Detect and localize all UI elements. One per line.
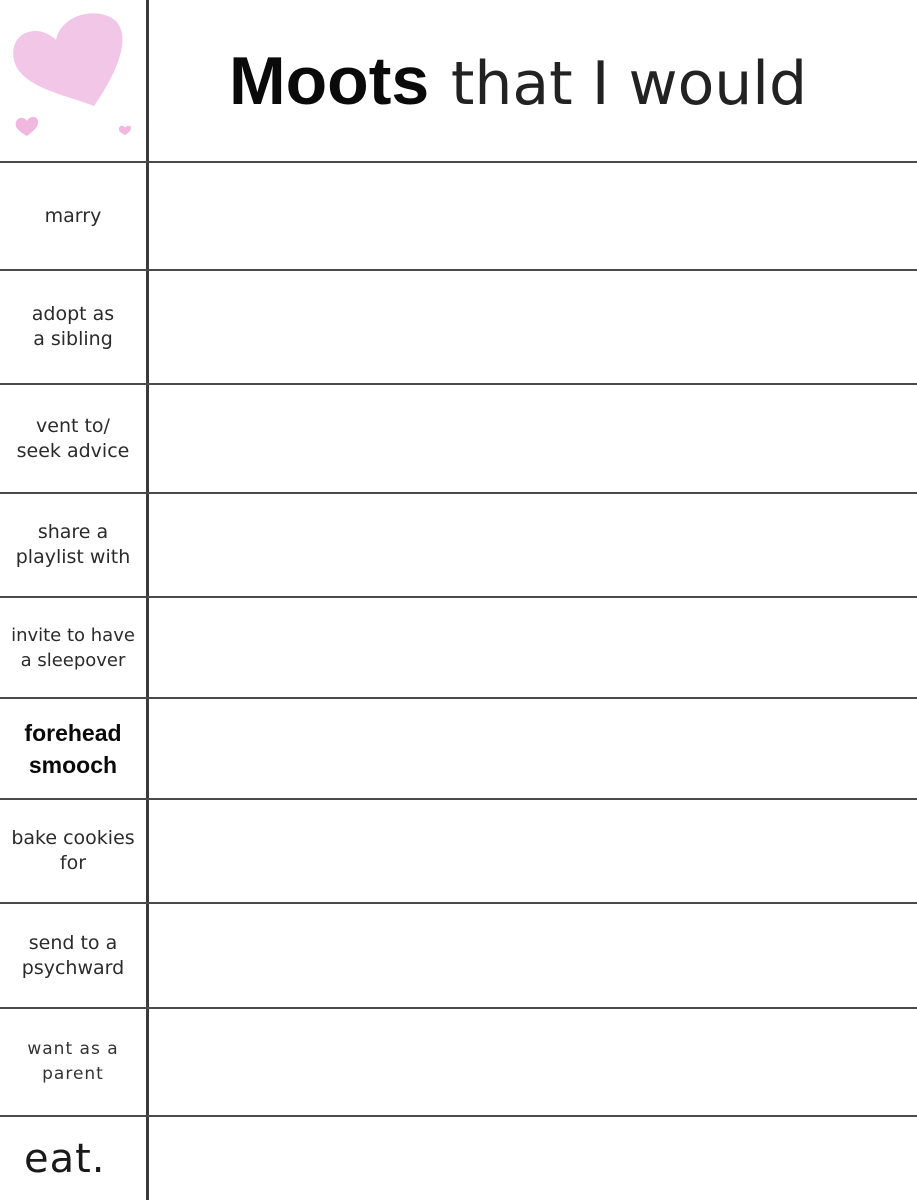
row-label-cell	[0, 494, 146, 596]
blank-cell[interactable]	[149, 1117, 917, 1200]
blank-cell[interactable]	[149, 494, 917, 596]
row-label-forehead-smooch: forehead smooch	[24, 719, 122, 778]
blank-cell[interactable]	[149, 800, 917, 902]
row-label-cell	[0, 800, 146, 902]
row-label-adopt-sibling: adopt as a sibling	[31, 303, 115, 350]
blank-cell[interactable]	[149, 271, 917, 383]
row-label-cell	[0, 904, 146, 1007]
row-label-psychward: send to a psychward	[21, 931, 125, 979]
blank-cell[interactable]	[149, 1009, 917, 1115]
row-label-cell	[0, 598, 146, 697]
row-label-cell	[0, 271, 146, 383]
row-label-cell	[0, 699, 146, 798]
row-label-bake-cookies: bake cookies for	[11, 827, 135, 874]
row-label-eat: eat.	[24, 1135, 106, 1182]
big-heart-icon	[13, 13, 122, 106]
row-label-parent: want as a parent	[27, 1039, 119, 1084]
small-heart-icon	[16, 117, 38, 136]
blank-cell[interactable]	[149, 163, 917, 269]
blank-cell[interactable]	[149, 385, 917, 492]
row-label-cell	[0, 1117, 146, 1200]
title-rest-part: that I would	[450, 49, 808, 119]
small-heart-icon	[119, 126, 131, 135]
row-label-vent-advice: vent to/ seek advice	[16, 414, 130, 462]
title-bold-part: Moots	[229, 43, 430, 119]
row-label-sleepover: invite to have a sleepover	[11, 624, 135, 671]
row-label-cell	[0, 1009, 146, 1115]
row-label-share-playlist: share a playlist with	[15, 521, 131, 568]
page-title	[229, 42, 807, 123]
heart-decoration	[0, 0, 146, 162]
blank-cell[interactable]	[149, 904, 917, 1007]
row-label-marry: marry	[44, 204, 102, 227]
row-label-cell	[0, 163, 146, 269]
row-label-cell	[0, 385, 146, 492]
blank-cell[interactable]	[149, 598, 917, 697]
heart-icon	[0, 0, 146, 162]
blank-cell[interactable]	[149, 699, 917, 798]
header-cell	[149, 0, 917, 162]
